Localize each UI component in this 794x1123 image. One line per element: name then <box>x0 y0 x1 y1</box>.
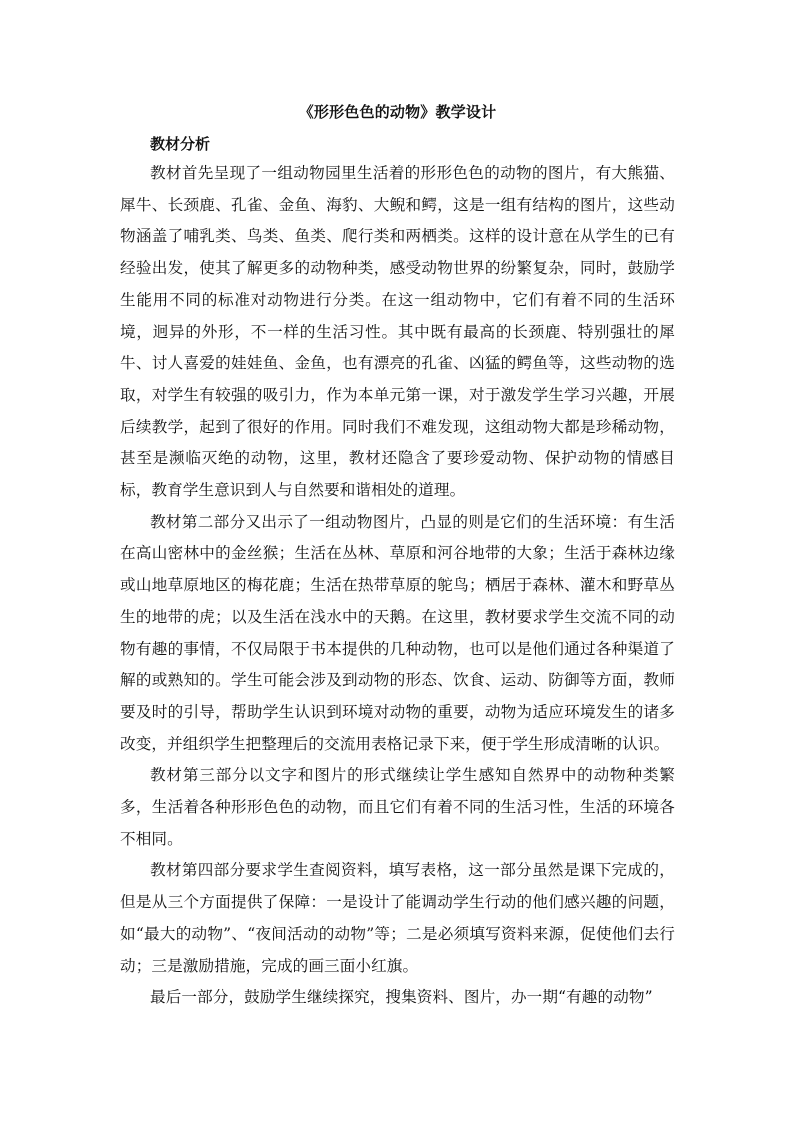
paragraph-5: 最后一部分，鼓励学生继续探究，搜集资料、图片，办一期“有趣的动物” <box>150 988 653 1007</box>
document-body <box>120 98 675 1014</box>
paragraph-2: 教材第二部分又出示了一组动物图片，凸显的则是它们的生活环境：有生活在高山密林中的金丝猴；生活在丛林、草原和河谷地带的大象；生活于森林边缘或山地草原地区的梅花鹿；生活在热带草原的鸵鸟；栖居于森林、灌木和野草丛生的地带的虎；以及生活在浅水中的天鹅。在这里，教材要求学生交流不同的动物有趣的事情，不仅局限于书本提供的几种动物，也可以是他们通过各种渠道了解的或熟知的。学生可能会涉及到动物的形态、饮食、运动、防御等方面，教师要及时的引导，帮助学生认识到环境对动物的重要，动物为适应环境发生的诸多改变，并组织学生把整理后的交流用表格记录下来，便于学生形成清晰的认识。 <box>120 512 675 753</box>
paragraph-1: 教材首先呈现了一组动物园里生活着的形形色色的动物的图片，有大熊猫、犀牛、长颈鹿、孔雀、金鱼、海豹、大鲵和鳄，这是一组有结构的图片，这些动物涵盖了哺乳类、鸟类、鱼类、爬行类和两栖类。这样的设计意在从学生的已有经验出发，使其了解更多的动物种类，感受动物世界的纷繁复杂，同时，鼓励学生能用不同的标准对动物进行分类。在这一组动物中，它们有着不同的生活环境，迥异的外形，不一样的生活习性。其中既有最高的长颈鹿、特别强壮的犀牛、讨人喜爱的娃娃鱼、金鱼，也有漂亮的孔雀、凶猛的鳄鱼等，这些动物的选取，对学生有较强的吸引力，作为本单元第一课，对于激发学生学习兴趣，开展后续教学，起到了很好的作用。同时我们不难发现，这组动物大都是珍稀动物，甚至是濒临灭绝的动物，这里，教材还隐含了要珍爱动物、保护动物的情感目标，教育学生意识到人与自然要和谐相处的道理。 <box>120 164 675 500</box>
section-heading: 教材分析 <box>150 135 211 153</box>
paragraph-4: 教材第四部分要求学生查阅资料，填写表格，这一部分虽然是课下完成的，但是从三个方面提供了保障：一是设计了能调动学生行动的他们感兴趣的问题，如“最大的动物”、“夜间活动的动物”等；二是必须填写资料来源，促使他们去行动；三是激励措施，完成的画三面小红旗。 <box>120 861 675 975</box>
document-title: 《形形色色的动物》教学设计 <box>298 103 497 121</box>
paragraph-3: 教材第三部分以文字和图片的形式继续让学生感知自然界中的动物种类繁多，生活着各种形形色色的动物，而且它们有着不同的生活习性，生活的环境各不相同。 <box>120 766 675 848</box>
